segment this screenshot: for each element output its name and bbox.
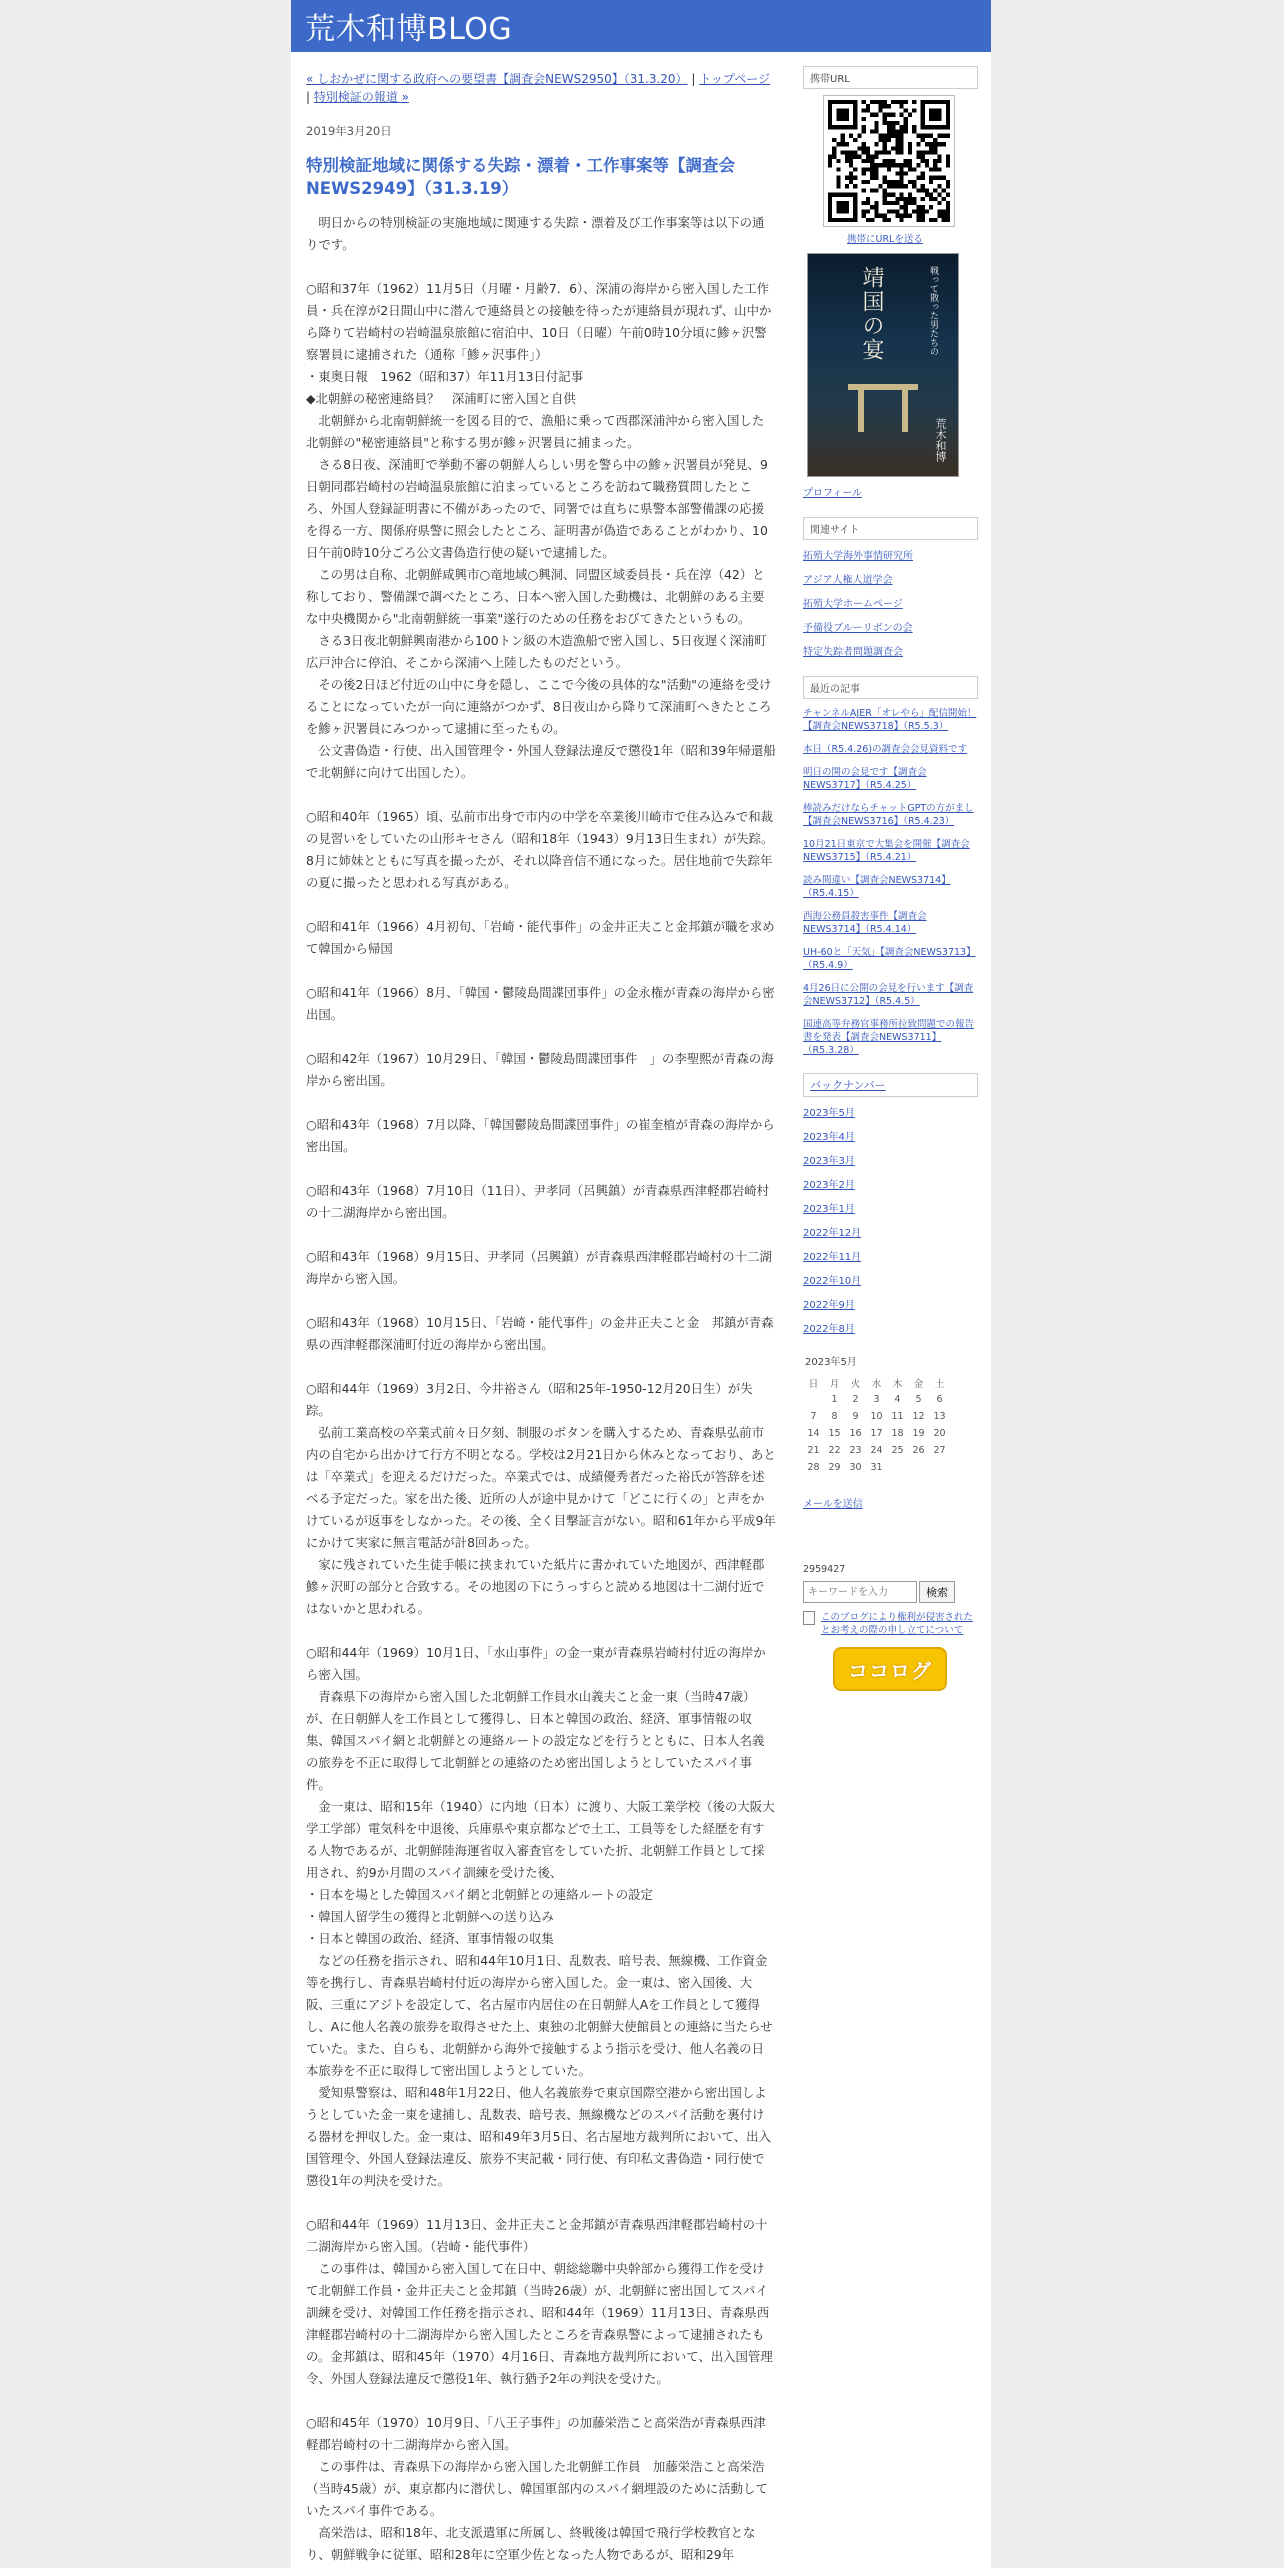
calendar-day: 28 — [807, 1462, 820, 1473]
cocolog-logo-text: ココログ — [848, 1658, 932, 1683]
post-paragraph: さる8日夜、深浦町で挙動不審の朝鮮人らしい男を警ら中の鯵ヶ沢署員が発見、9日朝同郡岩崎村の岩崎温泉旅館に泊まっているところを訪ねて職務質問したところ、外国人登録証明書に不備があったので、同署では直ちに県警本部警備課の応援を得る一方、関係府県警に照会したところ、証明書が偽造であることがわかり、10日午前0時10分ごろ公文書偽造行使の疑いで逮捕した。 — [306, 457, 768, 560]
post-paragraph: 弘前工業高校の卒業式前々日夕刻、制服のボタンを購入するため、青森県弘前市内の自宅から出かけて行方不明となる。学校は2月21日から休みとなっており、あとは「卒業式」を迎えるだけだった。卒業式では、成績優秀者だった裕氏が答辞を述べる予定だった。家を出た後、近所の人が途中見かけて「どこに行くの」と声をかけているが返事をしなかった。その後、全く目撃証言がない。昭和61年から平成9年にかけて実家に無言電話が計8回あった。 — [306, 1425, 776, 1550]
calendar-day: 6 — [936, 1394, 943, 1405]
post-paragraph: この事件は、韓国から密入国して在日中、朝総総聯中央幹部から獲得工作を受けて北朝鮮工作員・金井正夫こと金邦鎮（当時26歳）が、北朝鮮に密出国してスパイ訓練を受け、対韓国工作任務を指示され、昭和44年（1969）11月13日、青森県西津軽郡岩崎村の十二湖海岸から密入国したところを青森県警によって逮捕されたもの。金邦鎮は、昭和45年（1970）4月16日、青森地方裁判所において、出入国管理令、外国人登録法違反で懲役1年、執行猶予2年の判決を受けた。 — [306, 2261, 773, 2386]
back-number-month-link[interactable]: 2022年8月 — [803, 1324, 855, 1335]
search-input[interactable] — [803, 1581, 917, 1603]
paragraph-spacer — [306, 1620, 776, 1642]
page-container — [291, 0, 991, 2568]
calendar-weekday: 水 — [871, 1378, 882, 1390]
calendar-day: 15 — [828, 1428, 841, 1439]
calendar-weekday: 火 — [850, 1378, 861, 1390]
recent-posts-section — [803, 676, 978, 1057]
prev-post-link[interactable]: « しおかぜに関する政府への要望書【調査会NEWS2950】（31.3.20） — [306, 72, 688, 86]
back-number-month-link[interactable]: 2022年11月 — [803, 1252, 862, 1263]
book-title: 靖国の宴 — [859, 266, 884, 362]
paragraph-spacer — [306, 2192, 776, 2214]
post-paragraph: この男は自称、北朝鮮咸興市○竜地域○興洞、同盟区域委員長・兵在淳（42）と称しており、警備課で調べたところ、日本へ密入国した動機は、北朝鮮のある主要な中央機関から"北南朝鮮統一事業"遂行のための任務をおびてきたというもの。 — [306, 567, 765, 626]
calendar-weekday: 木 — [892, 1378, 903, 1390]
calendar-weekday: 土 — [934, 1378, 945, 1390]
post-paragraph: 家に残されていた生徒手帳に挟まれていた紙片に書かれていた地図が、西津軽郡鰺ヶ沢町の部分と合致する。その地図の下にうっすらと読める地図は十二湖付近ではないかと思われる。 — [306, 1557, 765, 1616]
post-paragraph: ○昭和45年（1970）10月9日、「八王子事件」の加藤栄浩こと高栄浩が青森県西津軽郡岩崎村の十二湖海岸から密入国。 — [306, 2415, 766, 2452]
post-paragraph: ○昭和41年（1966）4月初旬、「岩崎・能代事件」の金井正夫こと金邦鎮が職を求めて韓国から帰国 — [306, 919, 775, 956]
paragraph-spacer — [306, 784, 776, 806]
paragraph-spacer — [306, 1092, 776, 1114]
calendar-day — [908, 1459, 929, 1476]
related-site-link[interactable]: 拓殖大学ホームページ — [803, 599, 903, 610]
paragraph-spacer — [306, 2390, 776, 2412]
calendar-day — [803, 1391, 824, 1408]
paragraph-spacer — [306, 1224, 776, 1246]
calendar-day: 25 — [891, 1445, 904, 1456]
calendar-day: 31 — [870, 1462, 883, 1473]
profile-link[interactable]: プロフィール — [803, 488, 862, 499]
back-number-month-link[interactable]: 2022年9月 — [803, 1300, 855, 1311]
calendar-day: 23 — [849, 1445, 862, 1456]
back-numbers-heading[interactable]: バックナンバー — [803, 1073, 978, 1097]
main-column — [306, 70, 776, 2566]
post-paragraph: 愛知県警察は、昭和48年1月22日、他人名義旅券で東京国際空港から密出国しようとしていた金一東を逮捕し、乱数表、暗号表、無線機などのスパイ活動を裏付ける器材を押収した。金一東は、昭和49年3月5日、名古屋地方裁判所において、出入国管理令、外国人登録法違反、旅券不実記載・同行使、有印私文書偽造・同行使で懲役1年の判決を受けた。 — [306, 2085, 771, 2188]
calendar-day — [887, 1459, 908, 1476]
back-number-month-link[interactable]: 2022年10月 — [803, 1276, 862, 1287]
post-paragraph: この事件は、青森県下の海岸から密入国した北朝鮮工作員 加藤栄浩こと高栄浩（当時45歳）が、東京都内に潜伏し、韓国軍部内のスパイ網埋設のために活動していたスパイ事件である。 — [306, 2459, 768, 2518]
related-sites-heading: 関連サイト — [803, 517, 978, 540]
back-number-month-link[interactable]: 2022年12月 — [803, 1228, 862, 1239]
calendar-day: 12 — [912, 1411, 925, 1422]
torii-gate-icon — [848, 384, 918, 430]
post-paragraph: 青森県下の海岸から密入国した北朝鮮工作員水山義夫こと金一東（当時47歳）が、在日朝鮮人を工作員として獲得し、日本と韓国の政治、経済、軍事情報の収集、韓国スパイ網と北朝鮮との連絡ルートの設定などを行うとともに、日本人名義の旅券を不正に取得して北朝鮮との連絡のため密出国しようとしていたスパイ事件。 — [306, 1689, 765, 1792]
post-paragraph: ○昭和44年（1969）11月13日、金井正夫こと金邦鎮が青森県西津軽郡岩崎村の十二湖海岸から密入国。（岩崎・能代事件） — [306, 2217, 768, 2254]
post-paragraph: ○昭和41年（1966）8月、「韓国・鬱陵島間諜団事件」の金永権が青森の海岸から密出国。 — [306, 985, 775, 1022]
post-paragraph: 高栄浩は、昭和18年、北支派遣軍に所属し、終戦後は韓国で飛行学校教官となり、朝鮮戦争に従軍、昭和28年に空軍少佐となった人物であるが、昭和29年 — [306, 2525, 756, 2562]
calendar-week-row — [803, 1459, 950, 1476]
back-number-month-link[interactable]: 2023年3月 — [803, 1156, 855, 1167]
nav-separator: | — [687, 72, 700, 86]
post-paragraph: ・日本と韓国の政治、経済、軍事情報の収集 — [306, 1931, 554, 1946]
calendar-day: 7 — [810, 1411, 817, 1422]
recent-post-link[interactable]: 読み間違い【調査会NEWS3714】（R5.4.15） — [803, 875, 951, 899]
calendar-day: 17 — [870, 1428, 883, 1439]
recent-post-link[interactable]: 棒読みだけならチャットGPTの方がまし【調査会NEWS3716】（R5.4.23） — [803, 803, 974, 827]
calendar-weekday: 月 — [829, 1378, 840, 1390]
calendar-weekday: 日 — [808, 1378, 819, 1390]
recent-post-link[interactable]: UH-60と「天気」【調査会NEWS3713】（R5.4.9） — [803, 947, 976, 971]
paragraph-spacer — [306, 1290, 776, 1312]
paragraph-spacer — [306, 1026, 776, 1048]
post-date: 2019年3月20日 — [306, 124, 392, 138]
calendar-day: 21 — [807, 1445, 820, 1456]
recent-post-link[interactable]: 西海公務員殺害事件【調査会NEWS3714】（R5.4.14） — [803, 911, 927, 935]
post-paragraph: その後2日ほど付近の山中に身を隠し、ここで今後の具体的な"活動"の連絡を受けることになっていたが一向に連絡がつかず、8日夜山から降りて深浦町へきたところを鯵ヶ沢署員にみつかって逮捕に至ったもの。 — [306, 677, 772, 736]
post-paragraph: 公文書偽造・行使、出入国管理令・外国人登録法違反で懲役1年（昭和39年帰還船で北朝鮮に向けて出国した）。 — [306, 743, 776, 780]
post-paragraph: ○昭和44年（1969）3月2日、今井裕さん（昭和25年-1950-12月20日生）が失踪。 — [306, 1381, 753, 1418]
sidebar — [803, 66, 978, 1691]
calendar-day — [929, 1459, 950, 1476]
calendar-day: 8 — [831, 1411, 838, 1422]
paragraph-spacer — [306, 960, 776, 982]
recent-post-link[interactable]: チャンネルAJER「オレやら」配信開始！【調査会NEWS3718】（R5.5.3） — [803, 708, 977, 732]
paragraph-spacer — [306, 894, 776, 916]
recent-posts-heading: 最近の記事 — [803, 676, 978, 699]
calendar-day: 11 — [891, 1411, 904, 1422]
calendar-day: 18 — [891, 1428, 904, 1439]
calendar-day: 10 — [870, 1411, 883, 1422]
recent-post-link[interactable]: 明日の開の会見です【調査会NEWS3717】（R5.4.25） — [803, 767, 927, 791]
nav-separator: | — [306, 90, 314, 104]
rights-report-link[interactable]: このブログにより権利が侵害されたとお考えの際の申し立てについて — [821, 1612, 974, 1636]
paragraph-spacer — [306, 1158, 776, 1180]
back-number-month-link[interactable]: 2023年4月 — [803, 1132, 855, 1143]
back-number-month-link[interactable]: 2023年1月 — [803, 1204, 855, 1215]
post-paragraph: 北朝鮮から北南朝鮮統一を図る目的で、漁船に乗って西郡深浦沖から密入国した北朝鮮の"秘密連絡員"と称する男が鯵ヶ沢署員に捕まった。 — [306, 413, 765, 450]
post-paragraph: ・韓国人留学生の獲得と北朝鮮への送り込み — [306, 1909, 554, 1924]
related-site-link[interactable]: 特定失踪者問題調査会 — [803, 647, 903, 658]
blog-header — [291, 0, 991, 52]
related-site-link[interactable]: 予備役ブルーリボンの会 — [803, 623, 913, 634]
calendar-day: 20 — [933, 1428, 946, 1439]
search-button[interactable]: 検索 — [919, 1581, 955, 1603]
blog-title[interactable]: 荒木和博BLOG — [305, 12, 513, 47]
calendar-day: 27 — [933, 1445, 946, 1456]
calendar-day: 29 — [828, 1462, 841, 1473]
top-navigation — [306, 70, 776, 106]
back-number-month-link[interactable]: 2023年2月 — [803, 1180, 855, 1191]
post-title: 特別検証地域に関係する失踪・漂着・工作事案等【調査会NEWS2949】（31.3.19） — [306, 156, 735, 198]
calendar-weekday-row — [803, 1374, 950, 1391]
calendar-day: 16 — [849, 1428, 862, 1439]
top-page-link[interactable]: トップページ — [699, 72, 771, 86]
post-paragraph: ・日本を場とした韓国スパイ網と北朝鮮との連絡ルートの設定 — [306, 1887, 653, 1902]
calendar-day: 13 — [933, 1411, 946, 1422]
calendar-day: 22 — [828, 1445, 841, 1456]
back-numbers-section — [803, 1073, 978, 1337]
recent-post-link[interactable]: 本日（R5.4.26)の調査会会見資料です — [803, 744, 968, 755]
calendar-day: 24 — [870, 1445, 883, 1456]
paragraph-spacer — [306, 1356, 776, 1378]
post-paragraph: さる3日夜北朝鮮興南港から100トン級の木造漁船で密入国し、5日夜遅く深浦町広戸沖合に停泊、そこから深浦へ上陸したものだという。 — [306, 633, 767, 670]
calendar-week-row — [803, 1442, 950, 1459]
calendar-week-row — [803, 1425, 950, 1442]
search-form — [803, 1581, 978, 1603]
book-cover-image[interactable] — [807, 253, 959, 477]
post-paragraph: ○昭和43年（1968）9月15日、尹孝同（呂興鎮）が青森県西津軽郡岩崎村の十二湖海岸から密入国。 — [306, 1249, 772, 1286]
calendar-day: 5 — [915, 1394, 922, 1405]
calendar-table — [803, 1374, 950, 1476]
post-body — [306, 212, 776, 2566]
post-paragraph: 明日からの特別検証の実施地域に関連する失踪・漂着及び工作事案等は以下の通りです。 — [306, 215, 765, 252]
calendar-weekday: 金 — [913, 1378, 924, 1390]
qr-code-icon — [823, 95, 955, 227]
post-paragraph: ・東奥日報 1962（昭和37）年11月13日付記事 — [306, 369, 584, 384]
post-paragraph: ○昭和43年（1968）7月10日（11日）、尹孝同（呂興鎮）が青森県西津軽郡岩崎村の十二湖海岸から密出国。 — [306, 1183, 770, 1220]
post-paragraph: ○昭和42年（1967）10月29日、「韓国・鬱陵島間諜団事件 」の李聖熙が青森の海岸から密出国。 — [306, 1051, 774, 1088]
related-site-link[interactable]: 拓殖大学海外事情研究所 — [803, 551, 913, 562]
recent-post-link[interactable]: 4月26日に公開の会見を行います【調査会NEWS3712】（R5.4.5） — [803, 983, 974, 1007]
calendar-week-row — [803, 1408, 950, 1425]
calendar-week-row — [803, 1391, 950, 1408]
post-paragraph: 金一東は、昭和15年（1940）に内地（日本）に渡り、大阪工業学校（後の大阪大学工学部）電気科を中退後、兵庫県や東京都などで土工、工員等をした経歴を有する人物であるが、北朝鮮陸海運省収入審査官をしていた折、北朝鮮工作員として採用され、約9か月間のスパイ訓練を受けた後、 — [306, 1799, 775, 1880]
send-url-to-mobile-link[interactable]: 携帯にURLを送る — [847, 234, 923, 245]
post-paragraph: ○昭和43年（1968）7月以降、「韓国鬱陵島間諜団事件」の崔奎植が青森の海岸から密出国。 — [306, 1117, 775, 1154]
calendar-title: 2023年5月 — [805, 1357, 857, 1368]
calendar-day: 14 — [807, 1428, 820, 1439]
calendar-day: 3 — [873, 1394, 880, 1405]
post-paragraph: ○昭和44年（1969）10月1日、「水山事件」の金一東が青森県岩崎村付近の海岸から密入国。 — [306, 1645, 766, 1682]
post-paragraph: ○昭和43年（1968）10月15日、「岩崎・能代事件」の金井正夫こと金 邦鎮が青森県の西津軽郡深浦町付近の海岸から密出国。 — [306, 1315, 774, 1352]
recent-post-link[interactable]: 10月21日東京で大集会を開催【調査会NEWS3715】（R5.4.21） — [803, 839, 970, 863]
paragraph-spacer — [306, 256, 776, 278]
book-author: 荒木和博 — [934, 418, 947, 462]
calendar-day: 30 — [849, 1462, 862, 1473]
document-icon — [803, 1611, 815, 1625]
visitor-counter: 2959427 — [803, 1564, 846, 1575]
rights-report — [803, 1611, 978, 1637]
post-paragraph: などの任務を指示され、昭和44年10月1日、乱数表、暗号表、無線機、工作資金等を携行し、青森県岩崎村付近の海岸から密入国した。金一東は、密入国後、大阪、三重にアジトを設定して、名古屋市内居住の在日朝鮮人Aを工作員として獲得し、Aに他人名義の旅券を取得させた上、東独の北朝鮮大使館員との連絡に当たらせていた。また、自らも、北朝鮮から海外で接触するよう指示を受け、他人名義の日本旅券を不正に取得して密出国しようとしていた。 — [306, 1953, 773, 2078]
mobile-url-heading: 携帯URL — [803, 66, 978, 89]
post-paragraph: ◆北朝鮮の秘密連絡員？ 深浦町に密入国と自供 — [306, 391, 576, 406]
post-paragraph: ○昭和37年（1962）11月5日（月曜・月齢7．6）、深浦の海岸から密入国した工作員・兵在淳が2日間山中に潜んで連絡員との接触を待ったが連絡員が現れず、山中から降りて岩崎村の岩崎温泉旅館に宿泊中、10日（日曜）午前0時10分頃に鯵ヶ沢警察署員に逮捕された（通称「鯵ヶ沢事件」） — [306, 281, 772, 362]
calendar-day: 26 — [912, 1445, 925, 1456]
calendar-section — [803, 1353, 978, 1476]
back-number-month-link[interactable]: 2023年5月 — [803, 1108, 855, 1119]
calendar-day: 2 — [852, 1394, 859, 1405]
book-subtitle: 戦って散った男たちの — [928, 266, 938, 356]
cocolog-logo[interactable] — [833, 1647, 947, 1691]
post-paragraph: ○昭和40年（1965）頃、弘前市出身で市内の中学を卒業後川崎市で住み込みで和裁の見習いをしていたの山形キセさん（昭和18年（1943）9月13日生まれ）が失踪。8月に姉妹とともに写真を撮ったが、それ以降音信不通になった。居住地前で失踪年の夏に撮ったと思われる写真がある。 — [306, 809, 774, 890]
calendar-day: 9 — [852, 1411, 859, 1422]
send-mail-link[interactable]: メールを送信 — [803, 1499, 863, 1510]
related-site-link[interactable]: アジア人権人道学会 — [803, 575, 893, 586]
recent-post-link[interactable]: 国連高等弁務官事務所拉致問題での報告書を発表【調査会NEWS3711】（R5.3.28） — [803, 1019, 975, 1056]
related-sites-section — [803, 517, 978, 660]
calendar-day: 19 — [912, 1428, 925, 1439]
calendar-day: 4 — [894, 1394, 901, 1405]
next-post-link[interactable]: 特別検証の報道 » — [313, 90, 410, 104]
calendar-day: 1 — [831, 1394, 838, 1405]
